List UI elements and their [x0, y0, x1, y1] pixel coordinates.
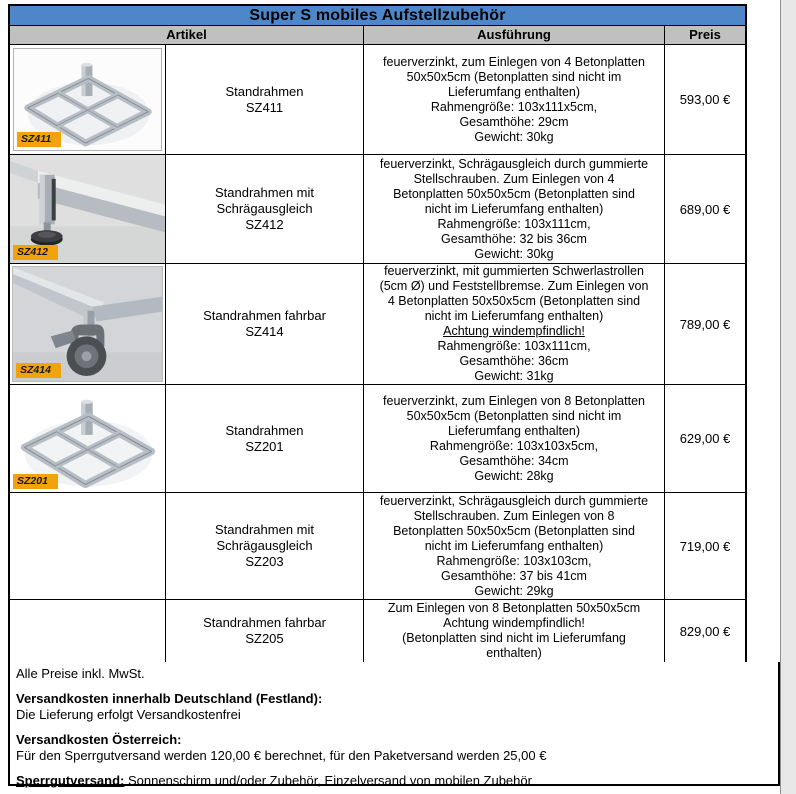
desc-line: (5cm Ø) und Feststellbremse. Zum Einlegen von	[379, 279, 649, 293]
artikel-name-line: Standrahmen fahrbar	[203, 615, 326, 630]
sperrgut-label: Sperrgutversand:	[16, 773, 125, 788]
artikel-cell	[166, 264, 364, 384]
preis-cell: 689,00 €	[679, 201, 731, 217]
column-header-row	[10, 26, 745, 45]
product-photo	[12, 266, 163, 382]
desc-line: Gesamthöhe: 37 bis 41cm	[441, 568, 587, 583]
product-photo-cell	[10, 155, 166, 263]
desc-line: Rahmengröße: 103x111x5cm,	[430, 99, 598, 114]
desc-line: Gewicht: 31kg	[474, 369, 554, 383]
desc-line: Rahmengröße: 103x103cm,	[436, 553, 592, 568]
preis-cell: 719,00 €	[679, 538, 731, 554]
desc-line: Stellschrauben. Zum Einlegen von 8	[413, 508, 615, 523]
desc-line: feuerverzinkt, Schrägausgleich durch gummierte	[379, 156, 649, 171]
desc-line: Achtung windempfindlich!	[443, 616, 585, 630]
desc-line: nicht im Lieferumfang enthalten)	[424, 309, 604, 323]
artikel-code-line: SZ201	[245, 438, 284, 454]
artikel-code-line: SZ203	[245, 554, 284, 569]
desc-line: Gesamthöhe: 32 bis 36cm	[441, 231, 587, 246]
sperrgut-text: Sonnenschirm und/oder Zubehör, Einzelversand von mobilen Zubehör	[124, 773, 532, 788]
desc-line: feuerverzinkt, mit gummierten Schwerlastrollen	[384, 264, 644, 278]
product-code-badge: SZ411	[17, 132, 61, 147]
shipping-germany-text: Die Lieferung erfolgt Versandkostenfrei	[16, 707, 241, 722]
desc-line: Rahmengröße: 103x111cm,	[437, 216, 591, 231]
desc-line: feuerverzinkt, Schrägausgleich durch gummierte	[379, 493, 649, 508]
desc-line: nicht im Lieferumfang enthalten)	[424, 201, 604, 216]
artikel-name-line: Standrahmen mit	[215, 522, 314, 537]
product-photo-cell	[10, 264, 166, 384]
desc-line: 50x50x5cm (Betonplatten sind nicht im	[406, 69, 622, 84]
product-code-badge: SZ414	[16, 363, 61, 378]
column-header-artikel: Artikel	[10, 26, 364, 44]
artikel-name-line: Schrägausgleich	[216, 538, 313, 553]
shipping-austria-text: Für den Sperrgutversand werden 120,00 € berechnet, für den Paketversand werden 25,00 €	[16, 748, 547, 763]
artikel-code-line: SZ412	[245, 217, 284, 232]
artikel-cell	[166, 45, 364, 154]
preis-cell: 593,00 €	[679, 92, 731, 107]
desc-line: feuerverzinkt, zum Einlegen von 4 Betonplatten	[383, 54, 645, 69]
desc-line-warning: Achtung windempfindlich!	[443, 324, 585, 338]
desc-line: Gesamthöhe: 29cm	[459, 114, 569, 129]
product-photo-cell	[10, 385, 166, 492]
desc-line: feuerverzinkt, zum Einlegen von 8 Betonplatten	[383, 393, 645, 408]
artikel-cell	[166, 155, 364, 263]
table-title: Super S mobiles Aufstellzubehör	[10, 6, 745, 26]
artikel-cell	[166, 600, 364, 662]
artikel-name-line: Standrahmen	[225, 422, 304, 438]
preis-cell: 789,00 €	[679, 316, 731, 332]
product-photo	[10, 155, 165, 263]
product-code-badge: SZ412	[13, 245, 58, 260]
artikel-code-line: SZ411	[245, 99, 284, 115]
desc-line: Lieferumfang enthalten)	[447, 423, 581, 438]
desc-line: (Betonplatten sind nicht im Lieferumfang	[402, 631, 626, 645]
artikel-code-line: SZ414	[245, 324, 284, 339]
ausfuehrung-cell	[364, 493, 665, 599]
product-photo-cell	[10, 45, 166, 154]
desc-line: Betonplatten 50x50x5cm (Betonplatten sind	[393, 186, 635, 201]
price-table	[8, 4, 747, 664]
desc-line: Gesamthöhe: 34cm	[459, 453, 569, 468]
vat-note: Alle Preise inkl. MwSt.	[16, 666, 145, 681]
shipping-germany-heading: Versandkosten innerhalb Deutschland (Festland):	[16, 691, 323, 706]
desc-line: Rahmengröße: 103x111cm,	[437, 339, 591, 353]
product-photo	[10, 385, 165, 492]
table-row	[10, 155, 745, 264]
shipping-austria-heading: Versandkosten Österreich:	[16, 732, 182, 747]
desc-line: Stellschrauben. Zum Einlegen von 4	[413, 171, 615, 186]
page-margin-strip	[780, 0, 796, 794]
table-row	[10, 493, 745, 600]
empty-photo-cell	[10, 493, 166, 599]
desc-line: 4 Betonplatten 50x50x5cm (Betonplatten sind	[387, 294, 641, 308]
preis-cell: 829,00 €	[679, 623, 731, 639]
desc-line: Gewicht: 29kg	[474, 583, 554, 598]
column-header-preis: Preis	[689, 27, 721, 42]
desc-line: Zum Einlegen von 8 Betonplatten 50x50x5cm	[387, 601, 641, 615]
ausfuehrung-cell	[364, 45, 665, 154]
ausfuehrung-cell	[364, 600, 665, 662]
artikel-name-line: Standrahmen mit	[215, 185, 314, 200]
artikel-name-line: Standrahmen fahrbar	[203, 308, 326, 323]
desc-line: Lieferumfang enthalten)	[447, 84, 581, 99]
table-row	[10, 264, 745, 385]
desc-line: Gewicht: 30kg	[474, 129, 554, 144]
desc-line: enthalten)	[486, 646, 542, 660]
desc-line: Rahmengröße: 103x103x5cm,	[429, 438, 599, 453]
artikel-cell	[166, 385, 364, 492]
desc-line: nicht im Lieferumfang enthalten)	[424, 538, 604, 553]
sperrgut-line	[16, 773, 778, 789]
table-row	[10, 385, 745, 493]
desc-line: 50x50x5cm (Betonplatten sind nicht im	[406, 408, 622, 423]
desc-line: Gewicht: 30kg	[474, 246, 554, 261]
artikel-name-line: Schrägausgleich	[216, 201, 313, 216]
desc-line: Gesamthöhe: 36cm	[459, 354, 569, 368]
table-row	[10, 45, 745, 155]
ausfuehrung-cell	[364, 264, 665, 384]
shipping-info-box	[8, 662, 780, 786]
ausfuehrung-cell	[364, 155, 665, 263]
ausfuehrung-cell	[364, 385, 665, 492]
column-header-ausfuehrung: Ausführung	[364, 26, 665, 44]
artikel-name-line: Standrahmen	[225, 83, 304, 99]
empty-photo-cell	[10, 600, 166, 662]
desc-line: Betonplatten 50x50x5cm (Betonplatten sind	[393, 523, 635, 538]
desc-line: Gewicht: 28kg	[474, 468, 554, 483]
table-row	[10, 600, 745, 662]
artikel-cell	[166, 493, 364, 599]
product-code-badge: SZ201	[13, 474, 58, 489]
preis-cell: 629,00 €	[679, 431, 731, 446]
artikel-code-line: SZ205	[245, 631, 284, 646]
product-photo	[13, 48, 162, 151]
